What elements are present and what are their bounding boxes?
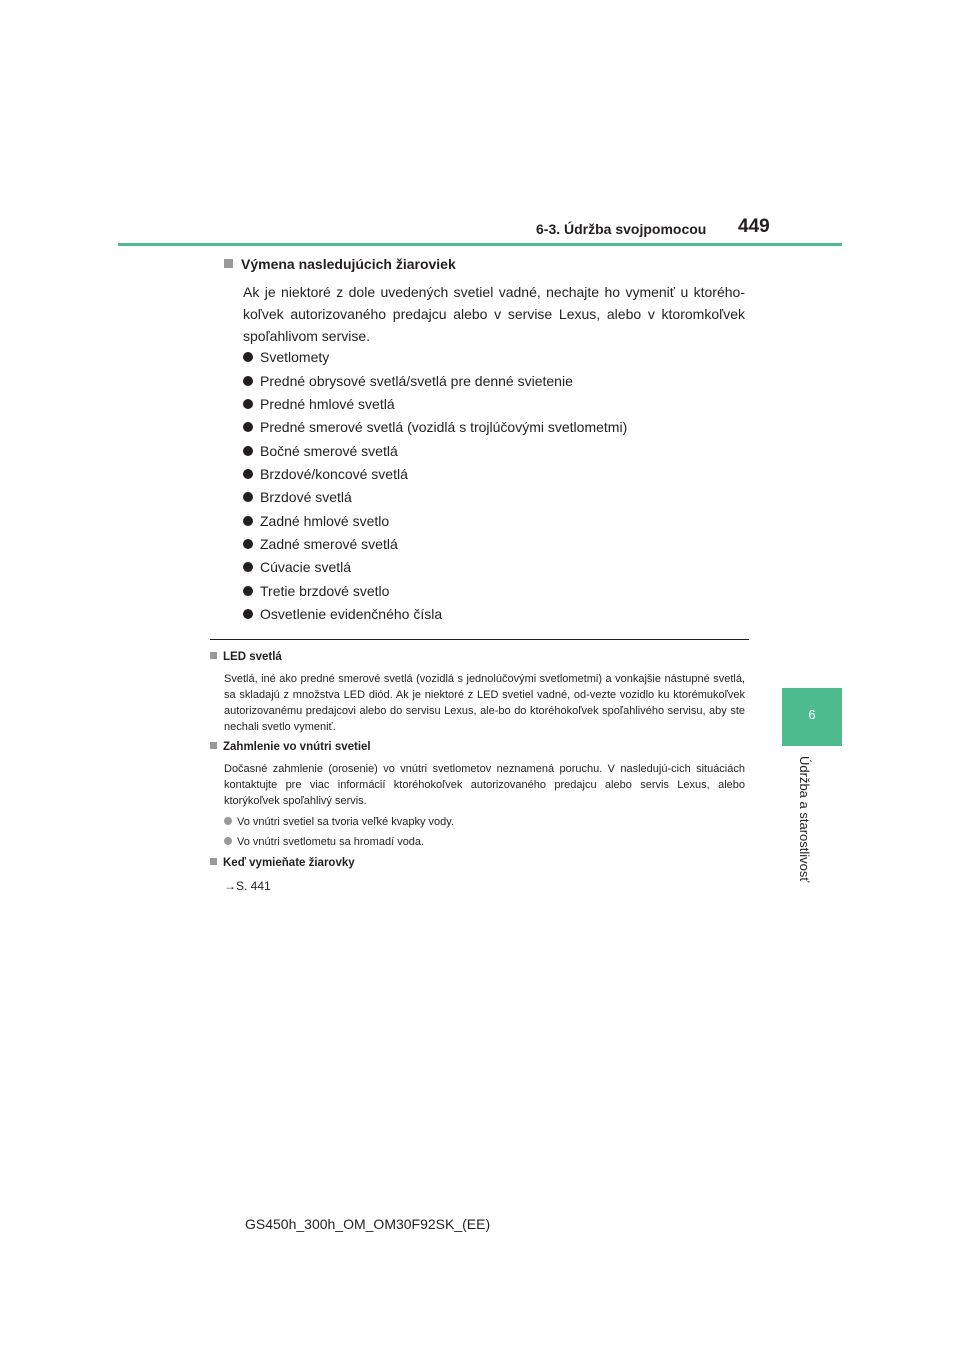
list-item: Cúvacie svetlá: [243, 559, 351, 575]
page-number: 449: [738, 216, 770, 237]
note-heading-led: LED svetlá: [210, 651, 282, 663]
section-title: 6-3. Údržba svojpomocou: [536, 221, 707, 237]
note-body-led: Svetlá, iné ako predné smerové svetlá (vozidlá s jednolúčovými svetlometmi) a vonkajšie nástupné svetlá, sa skladajú z množstva LED diód. Ak je niektoré z LED svetiel vadné, od-vezte vozidlo ku ktorémukoľvek autorizovanému predajcovi alebo do servisu Lexus, ale-bo do ktoréhokoľvek spoľahlivého servisu, aby ste nechali svetlo vymeniť.: [224, 673, 745, 733]
square-bullet-icon: [210, 858, 217, 865]
note-body-fog: Dočasné zahmlenie (orosenie) vo vnútri svetlometov neznamená poruchu. V nasledujú-cich situáciách kontaktujte pre viac informácií ktoréhokoľvek autorizovaného predajcu alebo servis Lexus, alebo ktorýkoľvek spoľahlivý servis.: [224, 763, 745, 807]
list-item: Bočné smerové svetlá: [243, 443, 398, 459]
list-item: Predné smerové svetlá (vozidlá s trojlúčovými svetlometmi): [243, 419, 627, 435]
chapter-tab: [782, 688, 842, 746]
list-item: Predné obrysové svetlá/svetlá pre denné svietenie: [243, 373, 573, 389]
square-bullet-icon: [210, 652, 217, 659]
arrow-right-icon: →: [224, 879, 236, 893]
note-heading-replace: Keď vymieňate žiarovky: [210, 857, 355, 869]
note-heading-fog: Zahmlenie vo vnútri svetiel: [210, 741, 371, 753]
bullet-dot-icon: [243, 422, 253, 432]
bullet-dot-icon: [243, 446, 253, 456]
chapter-label: Údržba a starostlivosť: [797, 756, 812, 883]
list-item: Zadné smerové svetlá: [243, 536, 398, 552]
bullet-dot-icon: [243, 399, 253, 409]
bullet-dot-icon: [243, 516, 253, 526]
bullet-dot-icon: [243, 352, 253, 362]
footer-code: GS450h_300h_OM_OM30F92SK_(EE): [245, 1216, 491, 1232]
bullet-dot-icon: [243, 586, 253, 596]
list-item: Brzdové svetlá: [243, 489, 352, 505]
bullet-dot-icon: [243, 376, 253, 386]
square-bullet-icon: [224, 259, 233, 268]
list-item: Vo vnútri svetlometu sa hromadí voda.: [224, 836, 424, 848]
list-item: Brzdové/koncové svetlá: [243, 466, 408, 482]
main-intro: Ak je niektoré z dole uvedených svetiel vadné, nechajte ho vymeniť u ktorého-koľvek autorizovaného predajcu alebo v servise Lexus, alebo v ktoromkoľvek spoľahlivom servise.: [243, 284, 745, 344]
list-item: Vo vnútri svetiel sa tvoria veľké kvapky vody.: [224, 816, 454, 828]
main-heading-text: Výmena nasledujúcich žiaroviek: [241, 256, 456, 272]
bullet-dot-icon: [243, 492, 253, 502]
bullet-dot-icon: [243, 539, 253, 549]
header-divider: [118, 243, 842, 246]
bullet-dot-icon: [243, 562, 253, 572]
main-heading: [224, 256, 456, 272]
notes-divider: [210, 639, 749, 640]
square-bullet-icon: [210, 742, 217, 749]
list-item: Osvetlenie evidenčného čísla: [243, 606, 442, 622]
page-reference-link[interactable]: [224, 879, 271, 893]
bullet-dot-icon: [243, 469, 253, 479]
list-item: Predné hmlové svetlá: [243, 396, 395, 412]
list-item: Svetlomety: [243, 349, 329, 365]
list-item: Tretie brzdové svetlo: [243, 583, 389, 599]
bullet-dot-icon: [224, 837, 232, 845]
bullet-dot-icon: [224, 817, 232, 825]
list-item: Zadné hmlové svetlo: [243, 513, 389, 529]
chapter-number: 6: [808, 707, 816, 722]
page-reference-text: S. 441: [236, 879, 271, 893]
bullet-dot-icon: [243, 609, 253, 619]
